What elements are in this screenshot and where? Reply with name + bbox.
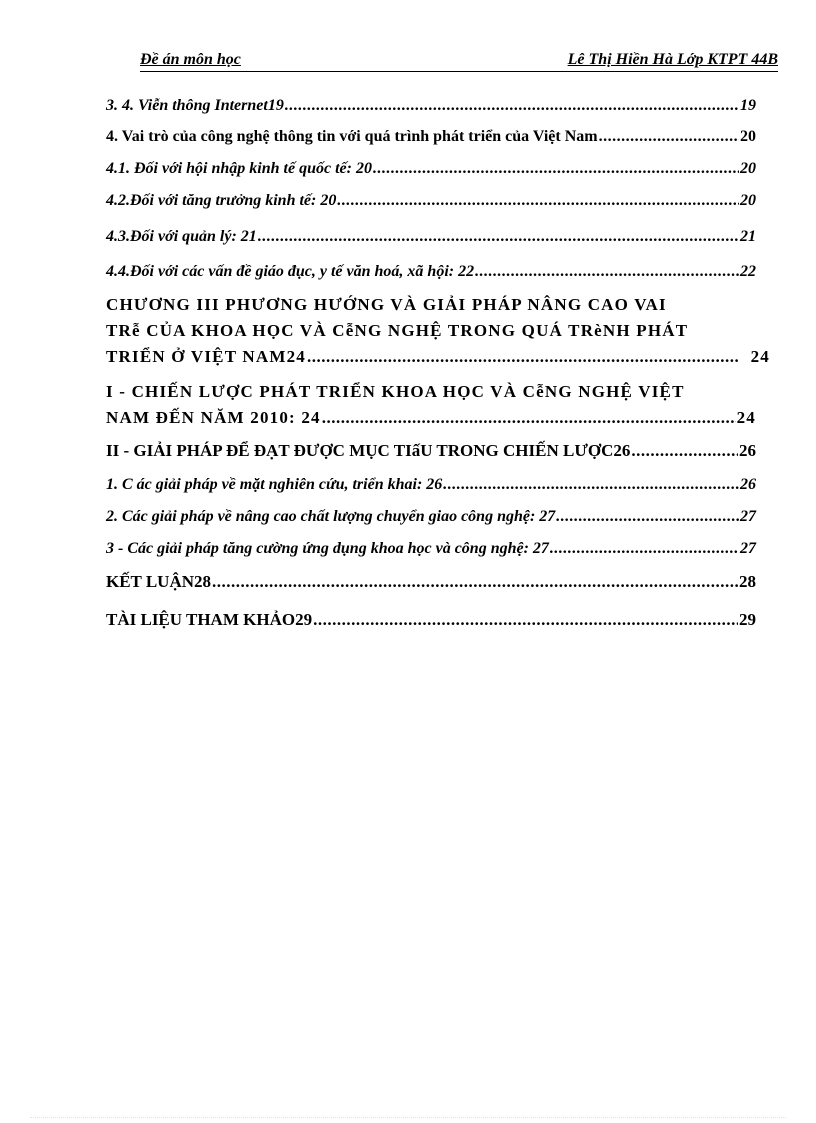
toc-leader-dots	[550, 539, 739, 559]
toc-entry[interactable]	[106, 191, 756, 211]
toc-leader-dots	[631, 441, 738, 461]
toc-entry-title: 4.2.Đối với tăng trưởng kinh tế: 20	[106, 192, 337, 209]
header-author-class: Lê Thị Hiền Hà Lớp KTPT 44B	[567, 51, 778, 68]
toc-page-number: 26	[739, 441, 756, 460]
toc-entry-title-line: TRIỂN Ở VIỆT NAM24	[106, 347, 306, 366]
toc-leader-dots	[258, 227, 739, 247]
toc-entry-chapter-3[interactable]	[106, 292, 770, 370]
toc-entry[interactable]	[106, 262, 756, 282]
toc-entry-conclusion[interactable]	[106, 572, 756, 592]
toc-entry[interactable]	[106, 127, 756, 147]
toc-entry-title: TÀI LIỆU THAM KHẢO29	[106, 610, 313, 629]
toc-entry-title-line: TRễ CỦA KHOA HỌC VÀ CễNG NGHỆ TRONG QUÁ TRèNH PHÁT	[106, 321, 689, 340]
toc-entry-title: 1. C ác giải pháp về mặt nghiên cứu, triển khai: 26	[106, 476, 443, 493]
toc-page-number: 24	[736, 408, 756, 427]
toc-page-number: 28	[739, 572, 756, 591]
toc-leader-dots	[337, 191, 739, 211]
toc-entry-title: II - GIẢI PHÁP ĐỂ ĐẠT ĐƯỢC MỤC TIấU TRONG CHIẾN LƯỢC26	[106, 441, 631, 460]
toc-entry[interactable]	[106, 539, 756, 559]
page-bottom-divider	[30, 1117, 786, 1118]
toc-page-number: 20	[740, 160, 756, 177]
toc-page-number: 20	[740, 192, 756, 209]
toc-leader-dots	[313, 610, 738, 630]
toc-entry-title: KẾT LUẬN28	[106, 572, 212, 591]
toc-page-number: 27	[740, 508, 756, 525]
header-course-title: Đề án môn học	[140, 51, 241, 68]
toc-entry-title: 4.4.Đối với các vấn đề giáo đục, y tế văn hoá, xã hội: 22	[106, 263, 475, 280]
toc-page-number: 26	[740, 476, 756, 493]
toc-entry-references[interactable]	[106, 610, 756, 630]
toc-entry-section-1[interactable]	[106, 379, 756, 431]
toc-entry[interactable]	[106, 507, 756, 527]
toc-entry-title: 4.3.Đối với quản lý: 21	[106, 228, 257, 245]
toc-page-number: 21	[740, 228, 756, 245]
toc-entry-title-line: I - CHIẾN LƯỢC PHÁT TRIỂN KHOA HỌC VÀ CễNG NGHỆ VIỆT	[106, 382, 685, 401]
toc-page-number: 19	[740, 97, 756, 114]
toc-page-number: 29	[739, 610, 756, 629]
toc-leader-dots	[556, 507, 739, 527]
toc-leader-dots	[322, 405, 736, 431]
page-header	[140, 49, 778, 72]
toc-leader-dots	[599, 127, 739, 147]
toc-entry-title: 4.1. Đối với hội nhập kinh tế quốc tế: 20	[106, 160, 372, 177]
toc-entry-title-line: NAM ĐẾN NĂM 2010: 24	[106, 408, 321, 427]
toc-leader-dots	[285, 96, 739, 116]
toc-entry-title-line: CHƯƠNG III PHƯƠNG HƯỚNG VÀ GIẢI PHÁP NÂNG CAO VAI	[106, 295, 667, 314]
toc-leader-dots	[475, 262, 739, 282]
toc-page-number: 24	[750, 347, 770, 366]
toc-leader-dots	[307, 344, 740, 370]
toc-leader-dots	[212, 572, 738, 592]
toc-leader-dots	[443, 475, 739, 495]
toc-entry-title: 3. 4. Viễn thông Internet19	[106, 97, 284, 114]
toc-page-number: 22	[740, 263, 756, 280]
toc-page-number: 20	[740, 128, 756, 145]
toc-entry-title: 4. Vai trò của công nghệ thông tin với quá trình phát triển của Việt Nam	[106, 128, 598, 145]
toc-entry-title: 2. Các giải pháp về nâng cao chất lượng chuyển giao công nghệ: 27	[106, 508, 556, 525]
toc-page-number: 27	[740, 540, 756, 557]
toc-entry[interactable]	[106, 475, 756, 495]
toc-entry[interactable]	[106, 96, 756, 116]
toc-entry[interactable]	[106, 227, 756, 247]
toc-entry[interactable]	[106, 159, 756, 179]
toc-entry-title: 3 - Các giải pháp tăng cường ứng dụng khoa học và công nghệ: 27	[106, 540, 549, 557]
toc-leader-dots	[373, 159, 739, 179]
toc-entry-section-2[interactable]	[106, 441, 756, 461]
